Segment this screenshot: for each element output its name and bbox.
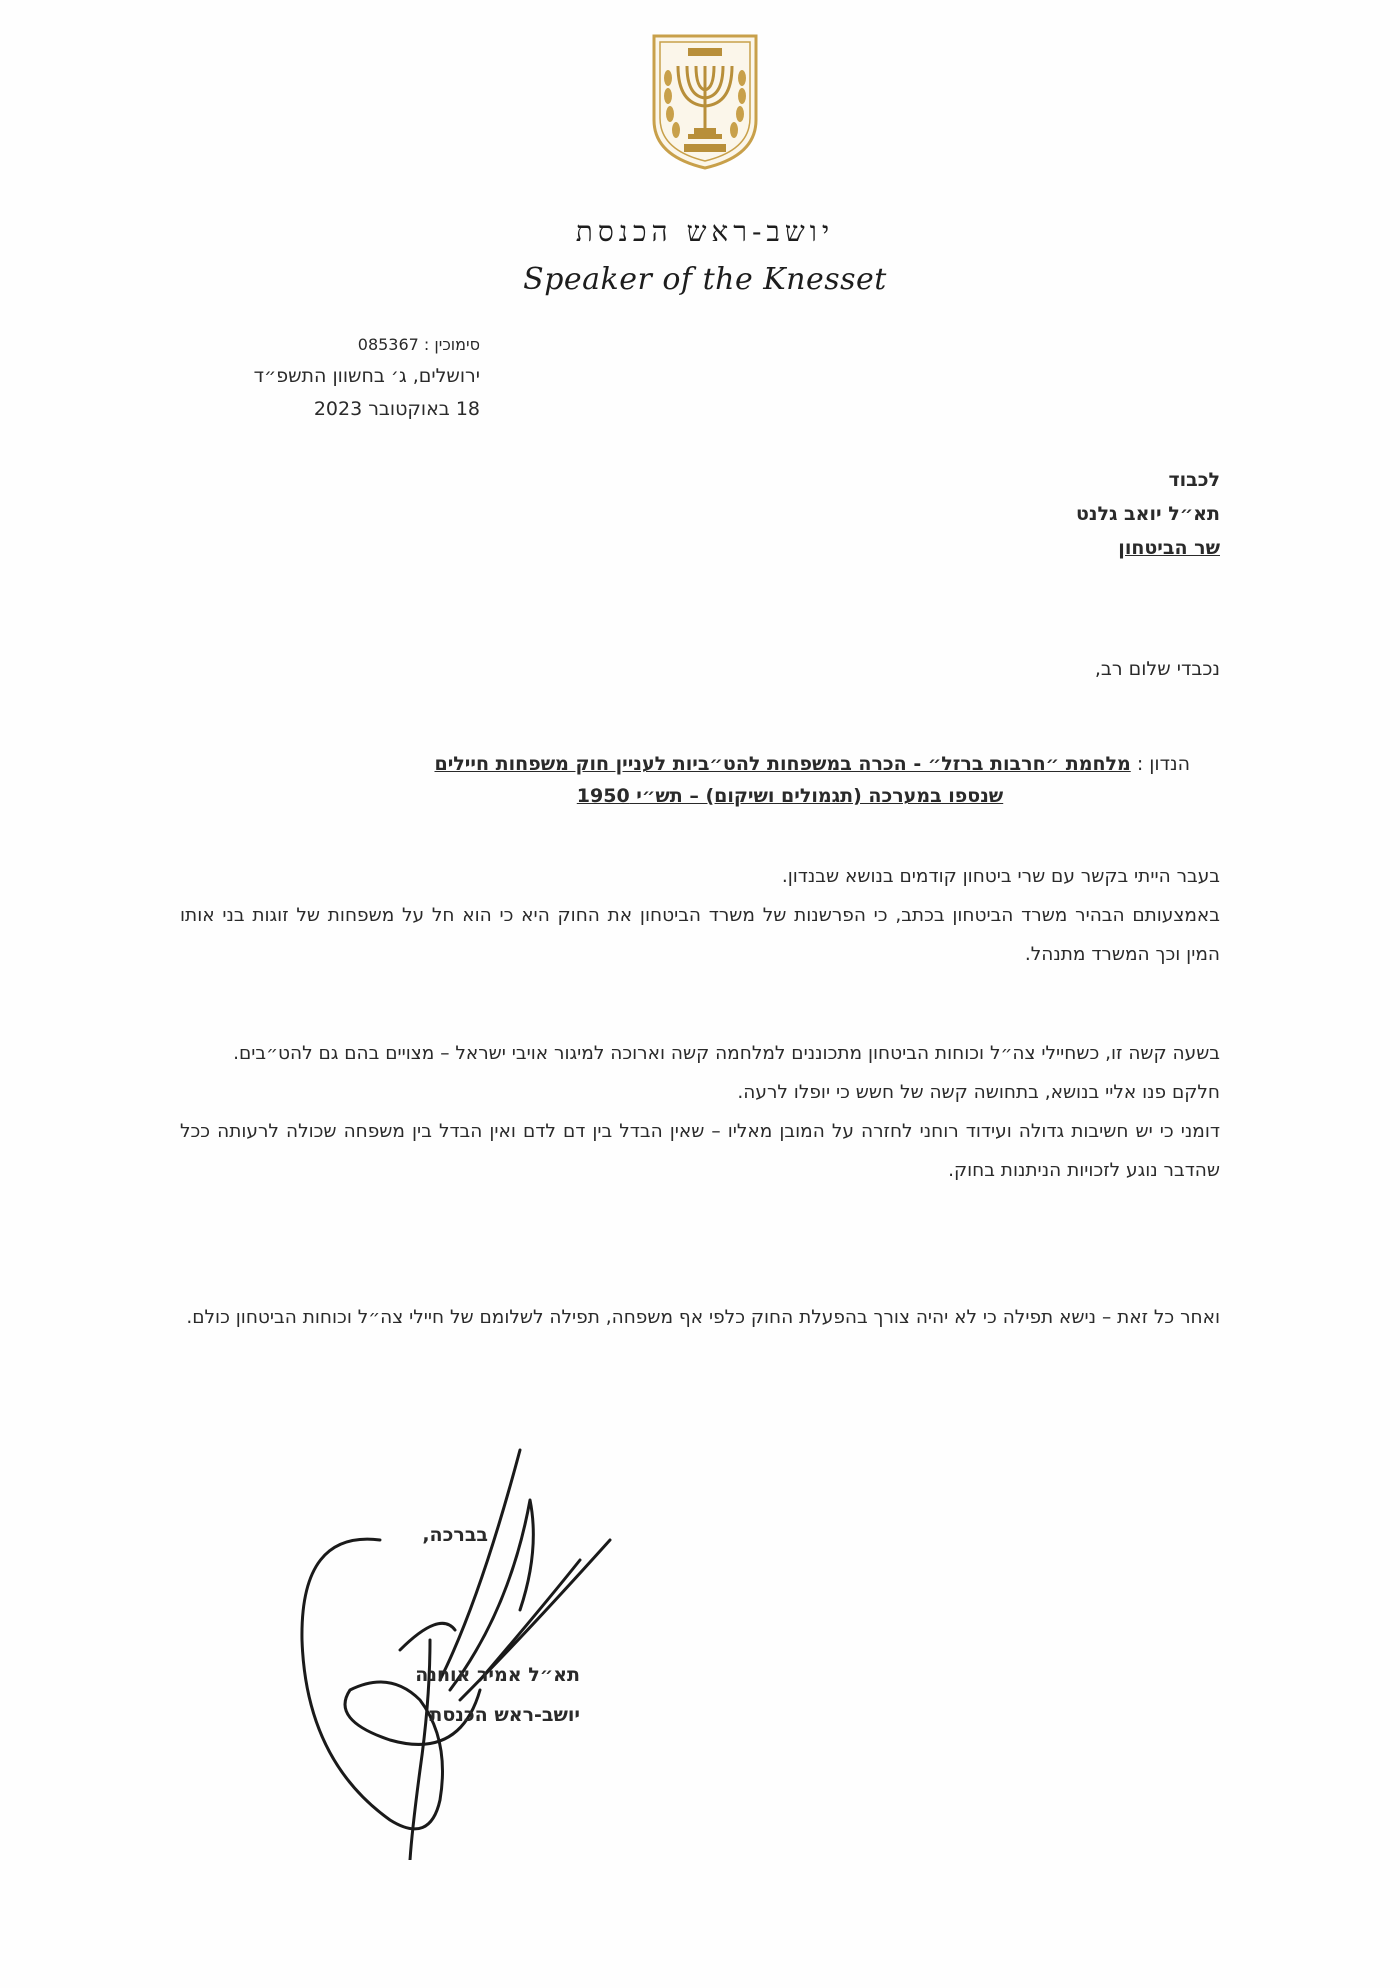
office-title-hebrew: יושב-ראש הכנסת [575, 215, 835, 248]
subject-block [390, 748, 1190, 812]
addressee-name: תא״ל יואב גלנט [1075, 503, 1220, 525]
gregorian-date: 18 באוקטובר 2023 [313, 398, 480, 420]
subject-line-1: מלחמת ״חרבות ברזל״ - הכרה במשפחות להט״ביות לעניין חוק משפחות חיילים [434, 753, 1131, 775]
reference-number: סימוכין : 085367 [357, 335, 480, 354]
body-line: ואחר כל זאת – נישא תפילה כי לא יהיה צורך בהפעלת החוק כלפי אף משפחה, תפילה לשלומם של חיילי צה״ל וכוחות הביטחון כולם. [186, 1307, 1220, 1328]
body-line: חלקם פנו אליי בנושא, בתחושה קשה של חשש כי יופלו לרעה. [737, 1082, 1220, 1103]
greeting: נכבדי שלום רב, [1094, 658, 1220, 680]
body-line: דומני כי יש חשיבות גדולה ועידוד רוחני לחזרה על המובן מאליו – שאין הבדל בין דם לדם ואין הבדל בין משפחה שכולה לרעותה ככל שהדבר נוגע לזכויות הניתנות בחוק. [180, 1121, 1220, 1181]
subject-label: הנדון : [1136, 753, 1190, 775]
body-line: באמצעותם הבהיר משרד הביטחון בכתב, כי הפרשנות של משרד הביטחון את החוק היא כי הוא חל על משפחות של זוגות בני אותו המין וכך המשרד מתנהל. [180, 905, 1220, 965]
body-paragraph-1 [180, 857, 1220, 974]
signer-block [415, 1655, 580, 1735]
addressee-salutation: לכבוד [1168, 469, 1220, 491]
signoff: בברכה, [422, 1524, 488, 1546]
office-title-english: Speaker of the Knesset [523, 262, 887, 297]
body-paragraph-3 [180, 1298, 1220, 1337]
hebrew-date: ירושלים, ג׳ בחשוון התשפ״ד [253, 365, 480, 387]
body-line: בשעה קשה זו, כשחיילי צה״ל וכוחות הביטחון מתכוננים למלחמה קשה וארוכה למיגור אויבי ישראל – מצויים בהם גם להט״בים. [233, 1043, 1220, 1064]
signer-title: יושב-ראש הכנסת [429, 1704, 580, 1726]
subject-line-2: שנספו במערכה (תגמולים ושיקום) – תש״י 1950 [576, 785, 1004, 807]
handwritten-signature [280, 1440, 640, 1860]
addressee-block [1076, 463, 1220, 565]
body-line: בעבר הייתי בקשר עם שרי ביטחון קודמים בנושא שבנדון. [781, 866, 1220, 887]
signer-name: תא״ל אמיר אוחנה [415, 1664, 580, 1686]
addressee-title: שר הביטחון [1118, 537, 1220, 559]
knesset-emblem-icon [646, 28, 764, 172]
body-paragraph-2 [180, 1034, 1220, 1190]
